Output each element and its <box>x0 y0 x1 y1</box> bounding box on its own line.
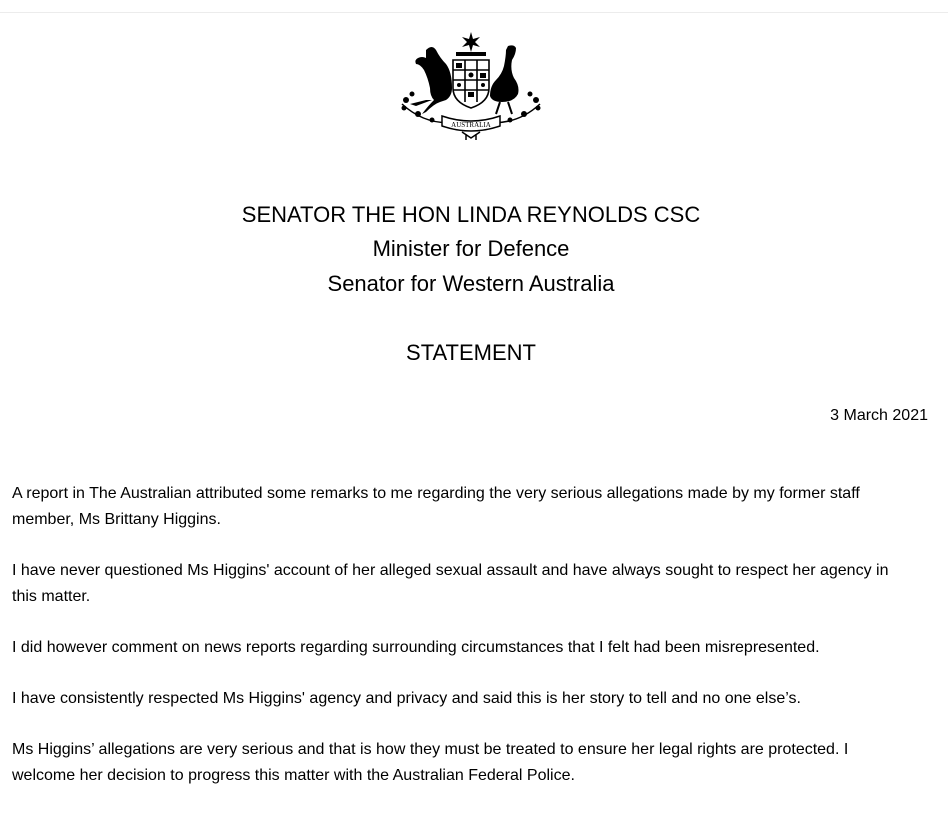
senator-seat-heading: Senator for Western Australia <box>327 271 615 296</box>
crest-motto: AUSTRALIA <box>451 121 491 129</box>
body-paragraph: A report in The Australian attributed some remarks to me regarding the very serious allegations made by my former staff member, Ms Brittany Higgins. <box>12 485 860 528</box>
top-divider <box>0 12 948 13</box>
coat-of-arms-crest <box>396 30 546 142</box>
document-type-heading: STATEMENT <box>406 340 536 365</box>
statement-date: 3 March 2021 <box>830 407 928 424</box>
body-paragraph: I did however comment on news reports regarding surrounding circumstances that I felt had been misrepresented. <box>12 639 820 656</box>
body-paragraph: Ms Higgins’ allegations are very serious and that is how they must be treated to ensure her legal rights are protected. I welcome her decision to progress this matter with the Australian Federal Police. <box>12 741 849 784</box>
statement-body <box>12 481 912 814</box>
senator-name-heading: SENATOR THE HON LINDA REYNOLDS CSC <box>241 202 701 227</box>
body-paragraph: I have consistently respected Ms Higgins' agency and privacy and said this is her story to tell and no one else’s. <box>12 690 801 707</box>
minister-role-heading: Minister for Defence <box>372 236 570 261</box>
body-paragraph: I have never questioned Ms Higgins' account of her alleged sexual assault and have always sought to respect her agency in this matter. <box>12 562 889 605</box>
